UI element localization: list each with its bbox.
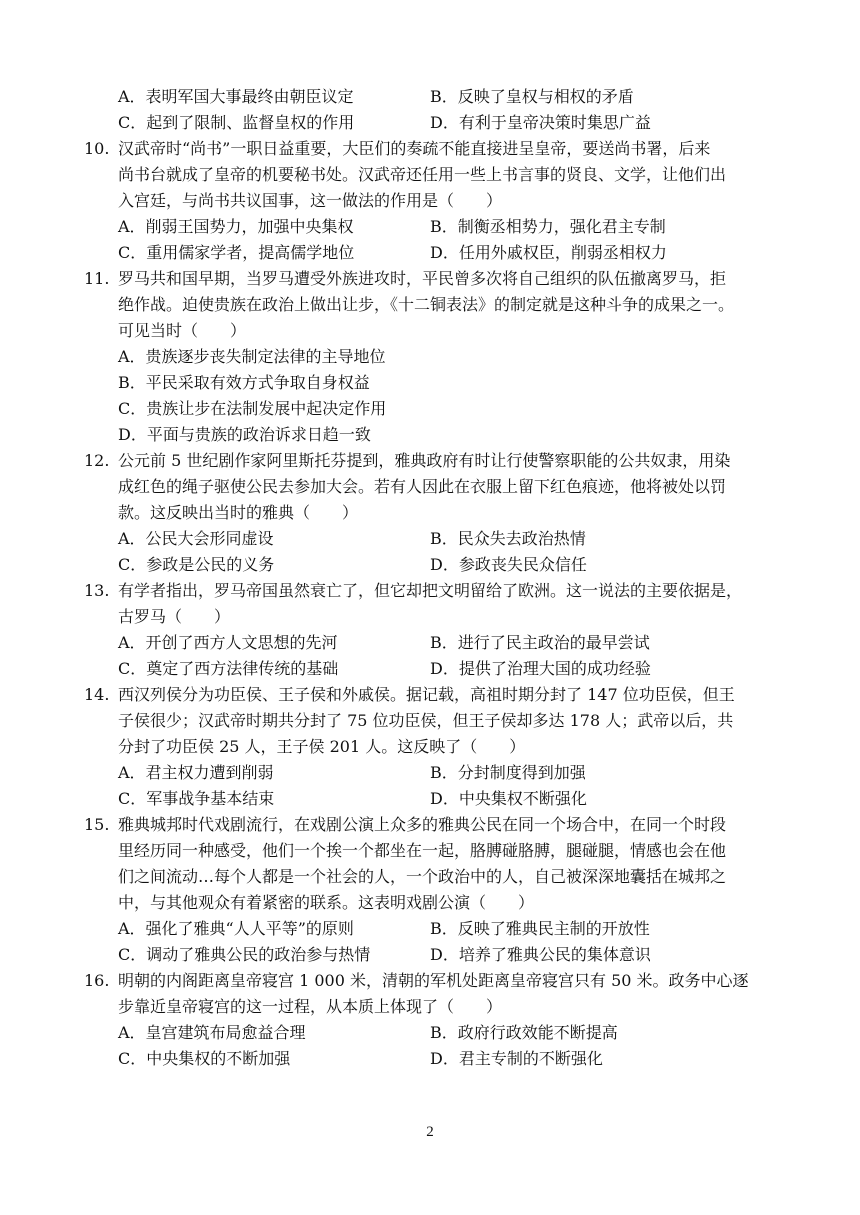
question-number: 10. [84,139,110,158]
question-text-line: 古罗马（ ） [118,607,231,626]
carryover-options-row-1 [84,84,784,110]
question-text-line: 西汉列侯分为功臣侯、王子侯和外戚侯。据记载，高祖时期分封了 147 位功臣侯，但王 [118,685,735,704]
question-15 [84,812,784,968]
option-b: B．分封制度得到加强 [430,763,586,782]
question-number: 15. [84,815,110,834]
question-text-line: 有学者指出，罗马帝国虽然衰亡了，但它却把文明留给了欧洲。这一说法的主要依据是， [118,581,743,600]
question-number: 11. [84,269,110,288]
options-row [84,214,784,240]
option-b: B．反映了皇权与相权的矛盾 [430,87,634,106]
option-d: D．培养了雅典公民的集体意识 [430,945,651,964]
options-row [84,942,784,968]
question-text-line: 中，与其他观众有着紧密的联系。这表明戏剧公演（ ） [118,893,535,912]
option-a: A．削弱王国势力，加强中央集权 [118,217,354,236]
question-11 [84,266,784,448]
option-b: B．民众失去政治热情 [430,529,586,548]
question-text-line: 雅典城邦时代戏剧流行，在戏剧公演上众多的雅典公民在同一个场合中，在同一个时段 [118,815,727,834]
options-row [84,526,784,552]
question-text-line: 款。这反映出当时的雅典（ ） [118,503,359,522]
option-b: B．平民采取有效方式争取自身权益 [118,373,370,392]
options-row [84,370,784,396]
option-d: D．平面与贵族的政治诉求日趋一致 [118,425,371,444]
option-d: D．君主专制的不断强化 [430,1049,603,1068]
question-text-line: 分封了功臣侯 25 人，王子侯 201 人。这反映了（ ） [118,737,526,756]
question-number: 14. [84,685,110,704]
question-text-line: 们之间流动…每个人都是一个社会的人，一个政治中的人，自己被深深地囊括在城邦之 [118,867,727,886]
option-b: B．政府行政效能不断提高 [430,1023,618,1042]
option-c: C．军事战争基本结束 [118,789,275,808]
question-10 [84,136,784,266]
option-d: D．参政丧失民众信任 [430,555,587,574]
question-12 [84,448,784,578]
question-14 [84,682,784,812]
question-text-line: 子侯很少；汉武帝时期共分封了 75 位功臣侯，但王子侯却多达 178 人；武帝以后，共 [118,711,734,730]
option-a: A．皇宫建筑布局愈益合理 [118,1023,306,1042]
option-c: C．起到了限制、监督皇权的作用 [118,113,355,132]
options-row [84,786,784,812]
option-c: C．参政是公民的义务 [118,555,275,574]
question-list [84,84,784,1072]
option-a: A．君主权力遭到削弱 [118,763,274,782]
options-row [84,916,784,942]
option-c: C．调动了雅典公民的政治参与热情 [118,945,371,964]
question-text-line: 步靠近皇帝寝宫的这一过程，从本质上体现了（ ） [118,997,503,1016]
option-c: C．贵族让步在法制发展中起决定作用 [118,399,387,418]
question-13 [84,578,784,682]
option-c: C．奠定了西方法律传统的基础 [118,659,339,678]
question-number: 13. [84,581,110,600]
options-row [84,422,784,448]
option-c: C．重用儒家学者，提高儒学地位 [118,243,355,262]
carryover-options-row-2 [84,110,784,136]
option-c: C．中央集权的不断加强 [118,1049,291,1068]
question-text-line: 可见当时（ ） [118,321,247,340]
options-row [84,552,784,578]
options-row [84,630,784,656]
question-text-line: 罗马共和国早期，当罗马遭受外族进攻时，平民曾多次将自己组织的队伍撤离罗马，拒 [118,269,727,288]
options-row [84,240,784,266]
option-a: A．强化了雅典“人人平等”的原则 [118,919,354,938]
option-b: B．进行了民主政治的最早尝试 [430,633,650,652]
question-text-line: 里经历同一种感受，他们一个挨一个都坐在一起，胳膊碰胳膊，腿碰腿，情感也会在他 [118,841,727,860]
question-text-line: 明朝的内阁距离皇帝寝宫 1 000 米，清朝的军机处距离皇帝寝宫只有 50 米。政务中心逐 [118,971,749,990]
option-b: B．制衡丞相势力，强化君主专制 [430,217,666,236]
question-text-line: 入宫廷，与尚书共议国事，这一做法的作用是（ ） [118,191,503,210]
question-text-line: 绝作战。迫使贵族在政治上做出让步，《十二铜表法》的制定就是这种斗争的成果之一。 [118,295,735,314]
option-a: A．开创了西方人文思想的先河 [118,633,338,652]
question-number: 16. [84,971,110,990]
option-a: A．贵族逐步丧失制定法律的主导地位 [118,347,386,366]
option-a: A．表明军国大事最终由朝臣议定 [118,87,354,106]
question-number: 12. [84,451,110,470]
option-d: D．中央集权不断强化 [430,789,587,808]
options-row [84,760,784,786]
options-row [84,1046,784,1072]
options-row [84,396,784,422]
option-a: A．公民大会形同虚设 [118,529,274,548]
question-text-line: 汉武帝时“尚书”一职日益重要，大臣们的奏疏不能直接进呈皇帝，要送尚书署，后来 [118,139,711,158]
options-row [84,1020,784,1046]
options-row [84,344,784,370]
question-text-line: 尚书台就成了皇帝的机要秘书处。汉武帝还任用一些上书言事的贤良、文学，让他们出 [118,165,727,184]
question-16 [84,968,784,1072]
question-text-line: 公元前 5 世纪剧作家阿里斯托芬提到，雅典政府有时让行使警察职能的公共奴隶，用染 [118,451,731,470]
option-b: B．反映了雅典民主制的开放性 [430,919,650,938]
question-text-line: 成红色的绳子驱使公民去参加大会。若有人因此在衣服上留下红色痕迹，他将被处以罚 [118,477,727,496]
option-d: D．提供了治理大国的成功经验 [430,659,651,678]
page-number: 2 [426,1124,434,1140]
options-row [84,656,784,682]
option-d: D．任用外戚权臣，削弱丞相权力 [430,243,667,262]
option-d: D．有利于皇帝决策时集思广益 [430,113,651,132]
